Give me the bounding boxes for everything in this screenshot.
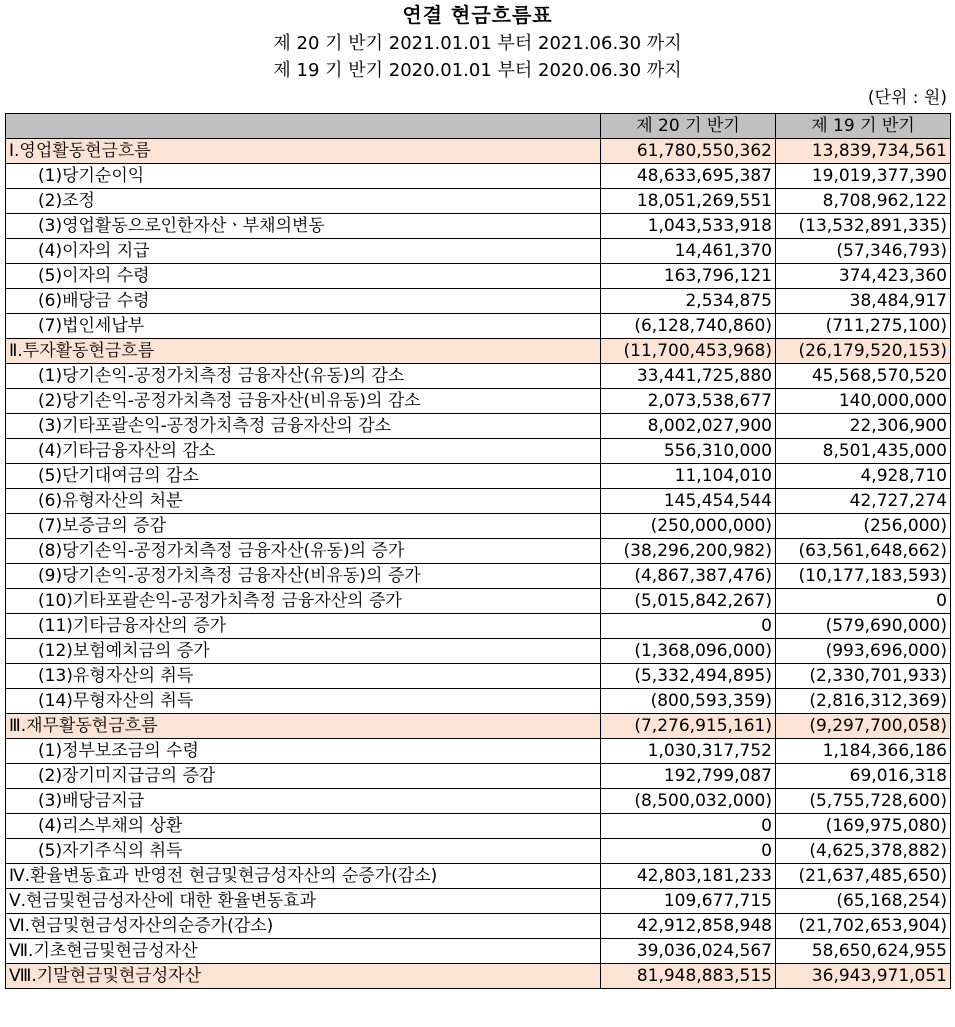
header-item-column	[6, 114, 601, 139]
table-row	[6, 664, 951, 689]
table-body	[6, 139, 951, 989]
prior-period-value: (26,179,520,153)	[776, 339, 951, 364]
row-label: (1)정부보조금의 수령	[6, 739, 601, 764]
table-row	[6, 914, 951, 939]
row-label: (6)유형자산의 처분	[6, 489, 601, 514]
row-label: Ⅳ.환율변동효과 반영전 현금및현금성자산의 순증가(감소)	[6, 864, 601, 889]
prior-period-value: (65,168,254)	[776, 889, 951, 914]
prior-period: 제 19 기 반기 2020.01.01 부터 2020.06.30 까지	[273, 60, 682, 81]
current-period-value: (38,296,200,982)	[601, 539, 776, 564]
current-period-value: 42,912,858,948	[601, 914, 776, 939]
row-label: (10)기타포괄손익-공정가치측정 금융자산의 증가	[6, 589, 601, 614]
current-period-value: (11,700,453,968)	[601, 339, 776, 364]
table-row	[6, 439, 951, 464]
current-period-value: 42,803,181,233	[601, 864, 776, 889]
prior-period-value: 36,943,971,051	[776, 964, 951, 989]
table-row	[6, 864, 951, 889]
prior-period-value: 42,727,274	[776, 489, 951, 514]
row-label: (4)리스부채의 상환	[6, 814, 601, 839]
current-period-value: 39,036,024,567	[601, 939, 776, 964]
prior-period-value: 1,184,366,186	[776, 739, 951, 764]
current-period-value: 0	[601, 814, 776, 839]
section-row	[6, 714, 951, 739]
header-prior-period: 제 19 기 반기	[776, 114, 951, 139]
prior-period-value: 0	[776, 589, 951, 614]
table-row	[6, 789, 951, 814]
current-period-value: 163,796,121	[601, 264, 776, 289]
section-row	[6, 964, 951, 989]
row-label: (5)이자의 수령	[6, 264, 601, 289]
prior-period-value: (13,532,891,335)	[776, 214, 951, 239]
prior-period-value: (2,816,312,369)	[776, 689, 951, 714]
current-period-value: (7,276,915,161)	[601, 714, 776, 739]
current-period-value: 556,310,000	[601, 439, 776, 464]
table-row	[6, 889, 951, 914]
table-row	[6, 739, 951, 764]
current-period-value: 8,002,027,900	[601, 414, 776, 439]
prior-period-value: (9,297,700,058)	[776, 714, 951, 739]
table-row	[6, 589, 951, 614]
row-label: (2)조정	[6, 189, 601, 214]
prior-period-value: (579,690,000)	[776, 614, 951, 639]
row-label: (3)기타포괄손익-공정가치측정 금융자산의 감소	[6, 414, 601, 439]
current-period-value: 1,043,533,918	[601, 214, 776, 239]
prior-period-value: 140,000,000	[776, 389, 951, 414]
current-period-value: 192,799,087	[601, 764, 776, 789]
table-row	[6, 764, 951, 789]
prior-period-value: (5,755,728,600)	[776, 789, 951, 814]
unit-label: (단위 : 원)	[867, 88, 947, 108]
row-label: (4)기타금융자산의 감소	[6, 439, 601, 464]
prior-period-value: (63,561,648,662)	[776, 539, 951, 564]
current-period-value: (5,332,494,895)	[601, 664, 776, 689]
table-row	[6, 164, 951, 189]
current-period-value: 11,104,010	[601, 464, 776, 489]
prior-period-value: 45,568,570,520	[776, 364, 951, 389]
row-label: (7)보증금의 증감	[6, 514, 601, 539]
row-label: (12)보험예치금의 증가	[6, 639, 601, 664]
row-label: (8)당기손익-공정가치측정 금융자산(유동)의 증가	[6, 539, 601, 564]
table-row	[6, 614, 951, 639]
table-row	[6, 489, 951, 514]
table-row	[6, 814, 951, 839]
current-period-value: 18,051,269,551	[601, 189, 776, 214]
row-label: Ⅴ.현금및현금성자산에 대한 환율변동효과	[6, 889, 601, 914]
prior-period-value: (169,975,080)	[776, 814, 951, 839]
row-label: (2)당기손익-공정가치측정 금융자산(비유동)의 감소	[6, 389, 601, 414]
prior-period-value: 8,708,962,122	[776, 189, 951, 214]
section-row	[6, 139, 951, 164]
current-period-value: 2,073,538,677	[601, 389, 776, 414]
row-label: (1)당기순이익	[6, 164, 601, 189]
row-label: (7)법인세납부	[6, 314, 601, 339]
current-period-value: 1,030,317,752	[601, 739, 776, 764]
table-row	[6, 539, 951, 564]
header-row	[6, 114, 951, 139]
table-row	[6, 189, 951, 214]
prior-period-value: (993,696,000)	[776, 639, 951, 664]
prior-period-value: 69,016,318	[776, 764, 951, 789]
prior-period-value: (57,346,793)	[776, 239, 951, 264]
current-period-value: (1,368,096,000)	[601, 639, 776, 664]
table-row	[6, 314, 951, 339]
table-row	[6, 564, 951, 589]
row-label: (2)장기미지급금의 증감	[6, 764, 601, 789]
table-row	[6, 514, 951, 539]
table-row	[6, 364, 951, 389]
current-period-value: (4,867,387,476)	[601, 564, 776, 589]
row-label: Ⅵ.현금및현금성자산의순증가(감소)	[6, 914, 601, 939]
prior-period-value: 58,650,624,955	[776, 939, 951, 964]
prior-period-value: 4,928,710	[776, 464, 951, 489]
table-row	[6, 414, 951, 439]
prior-period-value: (2,330,701,933)	[776, 664, 951, 689]
table-row	[6, 214, 951, 239]
prior-period-value: (21,702,653,904)	[776, 914, 951, 939]
current-period-value: 14,461,370	[601, 239, 776, 264]
row-label: (14)무형자산의 취득	[6, 689, 601, 714]
current-period-value: 0	[601, 839, 776, 864]
table-row	[6, 639, 951, 664]
row-label: Ⅷ.기말현금및현금성자산	[6, 964, 601, 989]
section-row	[6, 339, 951, 364]
prior-period-value: (711,275,100)	[776, 314, 951, 339]
prior-period-value: 22,306,900	[776, 414, 951, 439]
row-label: (4)이자의 지급	[6, 239, 601, 264]
prior-period-value: (4,625,378,882)	[776, 839, 951, 864]
row-label: (9)당기손익-공정가치측정 금융자산(비유동)의 증가	[6, 564, 601, 589]
prior-period-value: (256,000)	[776, 514, 951, 539]
current-period-value: 2,534,875	[601, 289, 776, 314]
row-label: Ⅰ.영업활동현금흐름	[6, 139, 601, 164]
current-period-value: 48,633,695,387	[601, 164, 776, 189]
row-label: (13)유형자산의 취득	[6, 664, 601, 689]
table-row	[6, 939, 951, 964]
table-row	[6, 239, 951, 264]
current-period-value: (6,128,740,860)	[601, 314, 776, 339]
current-period-value: (5,015,842,267)	[601, 589, 776, 614]
current-period-value: 33,441,725,880	[601, 364, 776, 389]
row-label: (5)자기주식의 취득	[6, 839, 601, 864]
current-period-value: 145,454,544	[601, 489, 776, 514]
table-row	[6, 389, 951, 414]
current-period-value: 0	[601, 614, 776, 639]
cash-flow-table	[5, 113, 951, 989]
table-row	[6, 289, 951, 314]
row-label: Ⅶ.기초현금및현금성자산	[6, 939, 601, 964]
table-row	[6, 264, 951, 289]
current-period-value: (800,593,359)	[601, 689, 776, 714]
row-label: (3)영업활동으로인한자산ㆍ부채의변동	[6, 214, 601, 239]
current-period-value: 109,677,715	[601, 889, 776, 914]
current-period-value: (250,000,000)	[601, 514, 776, 539]
table-row	[6, 464, 951, 489]
prior-period-value: 19,019,377,390	[776, 164, 951, 189]
row-label: (11)기타금융자산의 증가	[6, 614, 601, 639]
prior-period-value: 38,484,917	[776, 289, 951, 314]
prior-period-value: (21,637,485,650)	[776, 864, 951, 889]
prior-period-value: 374,423,360	[776, 264, 951, 289]
row-label: Ⅲ.재무활동현금흐름	[6, 714, 601, 739]
row-label: (1)당기손익-공정가치측정 금융자산(유동)의 감소	[6, 364, 601, 389]
statement-title: 연결 현금흐름표	[402, 3, 553, 27]
current-period-value: 61,780,550,362	[601, 139, 776, 164]
row-label: Ⅱ.투자활동현금흐름	[6, 339, 601, 364]
prior-period-value: (10,177,183,593)	[776, 564, 951, 589]
table-row	[6, 689, 951, 714]
row-label: (5)단기대여금의 감소	[6, 464, 601, 489]
current-period: 제 20 기 반기 2021.01.01 부터 2021.06.30 까지	[273, 33, 682, 54]
header-current-period: 제 20 기 반기	[601, 114, 776, 139]
current-period-value: (8,500,032,000)	[601, 789, 776, 814]
current-period-value: 81,948,883,515	[601, 964, 776, 989]
row-label: (6)배당금 수령	[6, 289, 601, 314]
prior-period-value: 13,839,734,561	[776, 139, 951, 164]
prior-period-value: 8,501,435,000	[776, 439, 951, 464]
table-row	[6, 839, 951, 864]
row-label: (3)배당금지급	[6, 789, 601, 814]
